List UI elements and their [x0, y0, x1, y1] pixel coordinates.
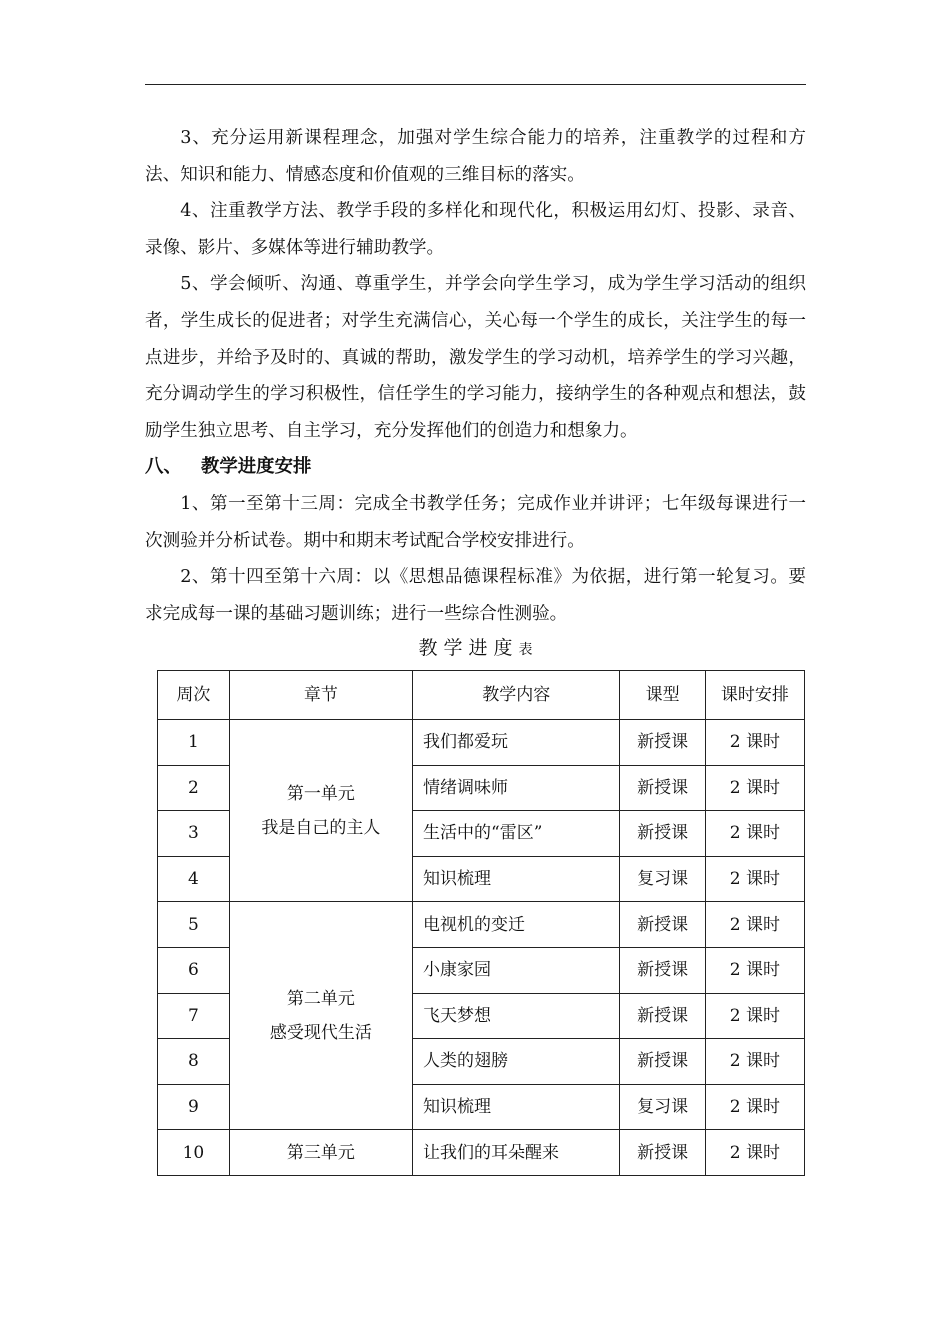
week-cell: 4 [158, 856, 230, 902]
unit-title: 感受现代生活 [269, 1022, 372, 1043]
section-title: 教学进度安排 [201, 456, 312, 478]
hours-cell: 2 课时 [705, 1039, 804, 1085]
type-cell: 复习课 [620, 1084, 705, 1130]
unit-name: 第二单元 [286, 988, 355, 1009]
paragraph-4: 4、注重教学方法、教学手段的多样化和现代化，积极运用幻灯、投影、录音、录像、影片、多媒体等进行辅助教学。 [145, 201, 806, 258]
header-hours: 课时安排 [705, 671, 804, 720]
hours-cell: 2 课时 [705, 993, 804, 1039]
type-cell: 新授课 [620, 720, 705, 766]
content-cell: 知识梳理 [413, 1084, 620, 1130]
paragraph-5: 5、学会倾听、沟通、尊重学生，并学会向学生学习，成为学生学习活动的组织者，学生成长的促进者；对学生充满信心，关心每一个学生的成长，关注学生的每一点进步，并给予及时的、真诚的帮助，激发学生的学习动机，培养学生的学习兴趣，充分调动学生的学习积极性，信任学生的学习能力，接纳学生的各种观点和想法，鼓励学生独立思考、自主学习，充分发挥他们的创造力和想象力。 [145, 274, 806, 441]
table-row [158, 902, 805, 948]
week-cell: 5 [158, 902, 230, 948]
hours-cell: 2 课时 [705, 902, 804, 948]
week-cell: 7 [158, 993, 230, 1039]
type-cell: 新授课 [620, 947, 705, 993]
header-unit: 章节 [229, 671, 412, 720]
unit-cell-1 [229, 720, 412, 902]
header-type: 课型 [620, 671, 705, 720]
content-cell: 生活中的“雷区” [413, 811, 620, 857]
content-cell: 飞天梦想 [413, 993, 620, 1039]
hours-cell: 2 课时 [705, 856, 804, 902]
table-row [158, 1130, 805, 1176]
hours-cell: 2 课时 [705, 1084, 804, 1130]
unit-name: 第三单元 [286, 1142, 355, 1163]
header-content: 教学内容 [413, 671, 620, 720]
section-heading [145, 449, 806, 486]
content-cell: 电视机的变迁 [413, 902, 620, 948]
unit-title: 我是自己的主人 [261, 817, 381, 838]
table-title-suffix: 表 [518, 642, 533, 658]
hours-cell: 2 课时 [705, 811, 804, 857]
content-cell: 情绪调味师 [413, 765, 620, 811]
week-cell: 6 [158, 947, 230, 993]
content-cell: 人类的翅膀 [413, 1039, 620, 1085]
type-cell: 新授课 [620, 1039, 705, 1085]
header-rule [145, 84, 806, 85]
content-cell: 小康家园 [413, 947, 620, 993]
content-cell: 知识梳理 [413, 856, 620, 902]
table-title [145, 633, 806, 660]
type-cell: 新授课 [620, 765, 705, 811]
type-cell: 新授课 [620, 1130, 705, 1176]
table-title-main: 教学进度 [418, 637, 519, 659]
unit-cell-3 [229, 1130, 412, 1176]
week-cell: 1 [158, 720, 230, 766]
week-cell: 9 [158, 1084, 230, 1130]
section-number: 八、 [145, 456, 182, 478]
week-cell: 10 [158, 1130, 230, 1176]
unit-cell-2 [229, 902, 412, 1130]
schedule-item-1: 1、第一至第十三周：完成全书教学任务；完成作业并讲评；七年级每课进行一次测验并分析试卷。期中和期末考试配合学校安排进行。 [145, 493, 806, 551]
unit-name: 第一单元 [286, 783, 355, 804]
week-cell: 8 [158, 1039, 230, 1085]
type-cell: 新授课 [620, 993, 705, 1039]
content-cell: 我们都爱玩 [413, 720, 620, 766]
header-week: 周次 [158, 671, 230, 720]
table-header-row [158, 671, 805, 720]
schedule-table [157, 670, 805, 1176]
type-cell: 新授课 [620, 902, 705, 948]
type-cell: 复习课 [620, 856, 705, 902]
content-cell: 让我们的耳朵醒来 [413, 1130, 620, 1176]
hours-cell: 2 课时 [705, 947, 804, 993]
body-text [145, 120, 806, 632]
table-row [158, 720, 805, 766]
hours-cell: 2 课时 [705, 720, 804, 766]
week-cell: 2 [158, 765, 230, 811]
hours-cell: 2 课时 [705, 1130, 804, 1176]
hours-cell: 2 课时 [705, 765, 804, 811]
type-cell: 新授课 [620, 811, 705, 857]
paragraph-3: 3、充分运用新课程理念，加强对学生综合能力的培养，注重教学的过程和方法、知识和能力、情感态度和价值观的三维目标的落实。 [145, 128, 806, 185]
schedule-item-2: 2、第十四至第十六周：以《思想品德课程标准》为依据，进行第一轮复习。要求完成每一课的基础习题训练；进行一些综合性测验。 [145, 567, 806, 624]
week-cell: 3 [158, 811, 230, 857]
